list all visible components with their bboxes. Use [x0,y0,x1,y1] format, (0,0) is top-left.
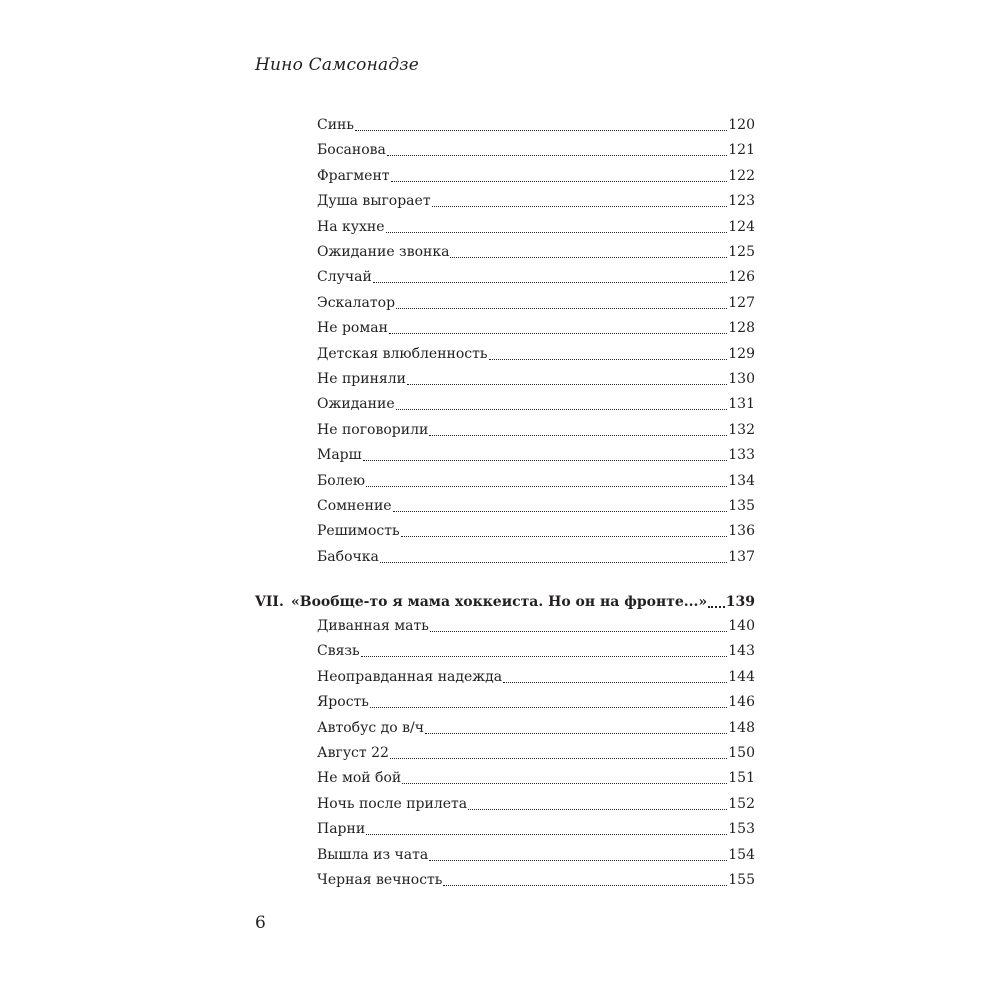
dot-leader [387,155,727,156]
toc-entry-title: Связь [317,643,360,660]
dot-leader [425,733,727,734]
toc-entry-page: 130 [728,371,755,387]
toc-entry [255,716,755,740]
toc-entry [255,843,755,867]
toc-entry-page: 136 [728,523,755,540]
toc-entry-page: 133 [728,447,755,464]
toc-entry [255,741,755,765]
toc-entry [255,291,755,315]
toc-entry [255,519,755,543]
toc-entry-title: Не приняли [317,371,406,387]
toc-entry-title: На кухне [317,218,385,235]
dot-leader [366,486,727,487]
toc-entry [255,138,755,162]
toc-entry-page: 148 [728,719,755,736]
toc-entry [255,545,755,569]
toc-entry-title: Сомнение [317,498,392,514]
toc-entry [255,316,755,340]
toc-entry-page: 154 [728,846,755,863]
toc-entry-page: 144 [728,668,755,685]
dot-leader [429,860,727,861]
toc-entry-page: 127 [728,294,755,311]
dot-leader [443,885,727,886]
dot-leader [389,333,727,334]
toc-entry-title: Диванная мать [317,618,429,634]
dot-leader [366,834,727,835]
dot-leader [708,606,725,608]
table-of-contents [255,0,755,1000]
toc-entry [255,665,755,689]
toc-entry [255,792,755,816]
toc-entry [255,240,755,264]
toc-entry-title: Душа выгорает [317,193,431,210]
toc-entry-title: Болею [317,472,366,489]
toc-entry-title: Не мой бой [317,770,402,787]
toc-entry-page: 135 [728,498,755,514]
section-title: «Вообще-то я мама хоккеиста. Но он на фронте...» [291,594,708,610]
toc-entry-page: 153 [728,821,755,838]
toc-entry-page: 126 [728,269,755,286]
running-head-author: Нино Самсонадзе [255,55,420,75]
dot-leader [393,511,728,512]
toc-entry-title: Синь [317,117,354,133]
dot-leader [391,181,728,182]
toc-entry-page: 150 [728,745,755,761]
toc-section-heading [255,590,755,614]
dot-leader [402,783,727,784]
toc-entry-title: Август 22 [317,745,389,761]
toc-entry-page: 124 [728,218,755,235]
toc-entry-page: 123 [728,193,755,210]
toc-entry [255,418,755,442]
toc-entry [255,367,755,391]
toc-entry-page: 129 [728,345,755,362]
toc-entry-title: Не роман [317,320,388,337]
toc-entry [255,392,755,416]
toc-entry-page: 134 [728,472,755,489]
toc-entry-title: Неоправданная надежда [317,668,503,685]
toc-entry [255,164,755,188]
toc-entry-title: Фрагмент [317,167,390,184]
toc-entry-title: Ожидание звонка [317,244,450,260]
toc-entry-page: 146 [728,694,755,711]
toc-entry-page: 131 [728,396,755,413]
toc-entry-page: 121 [728,142,755,159]
dot-leader [489,359,728,360]
dot-leader [361,656,728,657]
toc-entry-page: 122 [728,167,755,184]
toc-entry [255,189,755,213]
toc-entry-title: Решимость [317,523,400,540]
toc-entry-title: Эскалатор [317,294,396,311]
toc-entry-title: Бабочка [317,548,379,565]
toc-entry [255,614,755,638]
dot-leader [373,282,727,283]
dot-leader [430,631,727,632]
dot-leader [503,682,727,683]
section-number: VII. [255,594,284,610]
toc-entry [255,113,755,137]
toc-entry-page: 125 [728,244,755,260]
dot-leader [401,536,728,537]
toc-entry-title: Ожидание [317,396,395,413]
dot-leader [370,707,727,708]
toc-entry-page: 151 [728,770,755,787]
toc-entry [255,766,755,790]
toc-entry-page: 137 [728,548,755,565]
page-number: 6 [255,913,266,933]
toc-entry-title: Случай [317,269,372,286]
dot-leader [380,562,727,563]
dot-leader [363,460,728,461]
toc-entry-title: Босанова [317,142,386,159]
dot-leader [386,232,728,233]
dot-leader [390,758,727,759]
toc-entry-title: Вышла из чата [317,846,429,863]
dot-leader [432,206,728,207]
toc-entry-title: Автобус до в/ч [317,719,424,736]
dot-leader [396,409,728,410]
toc-entry-title: Ночь после прилета [317,795,468,812]
dot-leader [429,435,727,436]
toc-entry-title: Парни [317,821,366,838]
toc-entry [255,469,755,493]
toc-entry-page: 140 [728,618,755,634]
toc-entry [255,817,755,841]
toc-entry-title: Детская влюбленность [317,345,488,362]
toc-entry-title: Не поговорили [317,421,429,438]
toc-entry [255,265,755,289]
toc-entry-title: Ярость [317,694,369,711]
toc-entry [255,215,755,239]
toc-entry-page: 143 [728,643,755,660]
toc-entry-page: 132 [728,421,755,438]
toc-entry [255,639,755,663]
toc-entry [255,443,755,467]
dot-leader [396,308,727,309]
toc-entry [255,690,755,714]
toc-entry-page: 155 [728,872,755,888]
section-page: 139 [725,594,755,610]
dot-leader [407,384,727,385]
dot-leader [355,130,727,131]
toc-entry-title: Черная вечность [317,872,443,888]
dot-leader [450,257,727,258]
toc-entry [255,494,755,518]
toc-entry-page: 128 [728,320,755,337]
dot-leader [468,809,727,810]
toc-entry [255,868,755,892]
toc-entry-title: Марш [317,447,362,464]
toc-entry-page: 152 [728,795,755,812]
toc-entry-page: 120 [728,117,755,133]
toc-entry [255,342,755,366]
